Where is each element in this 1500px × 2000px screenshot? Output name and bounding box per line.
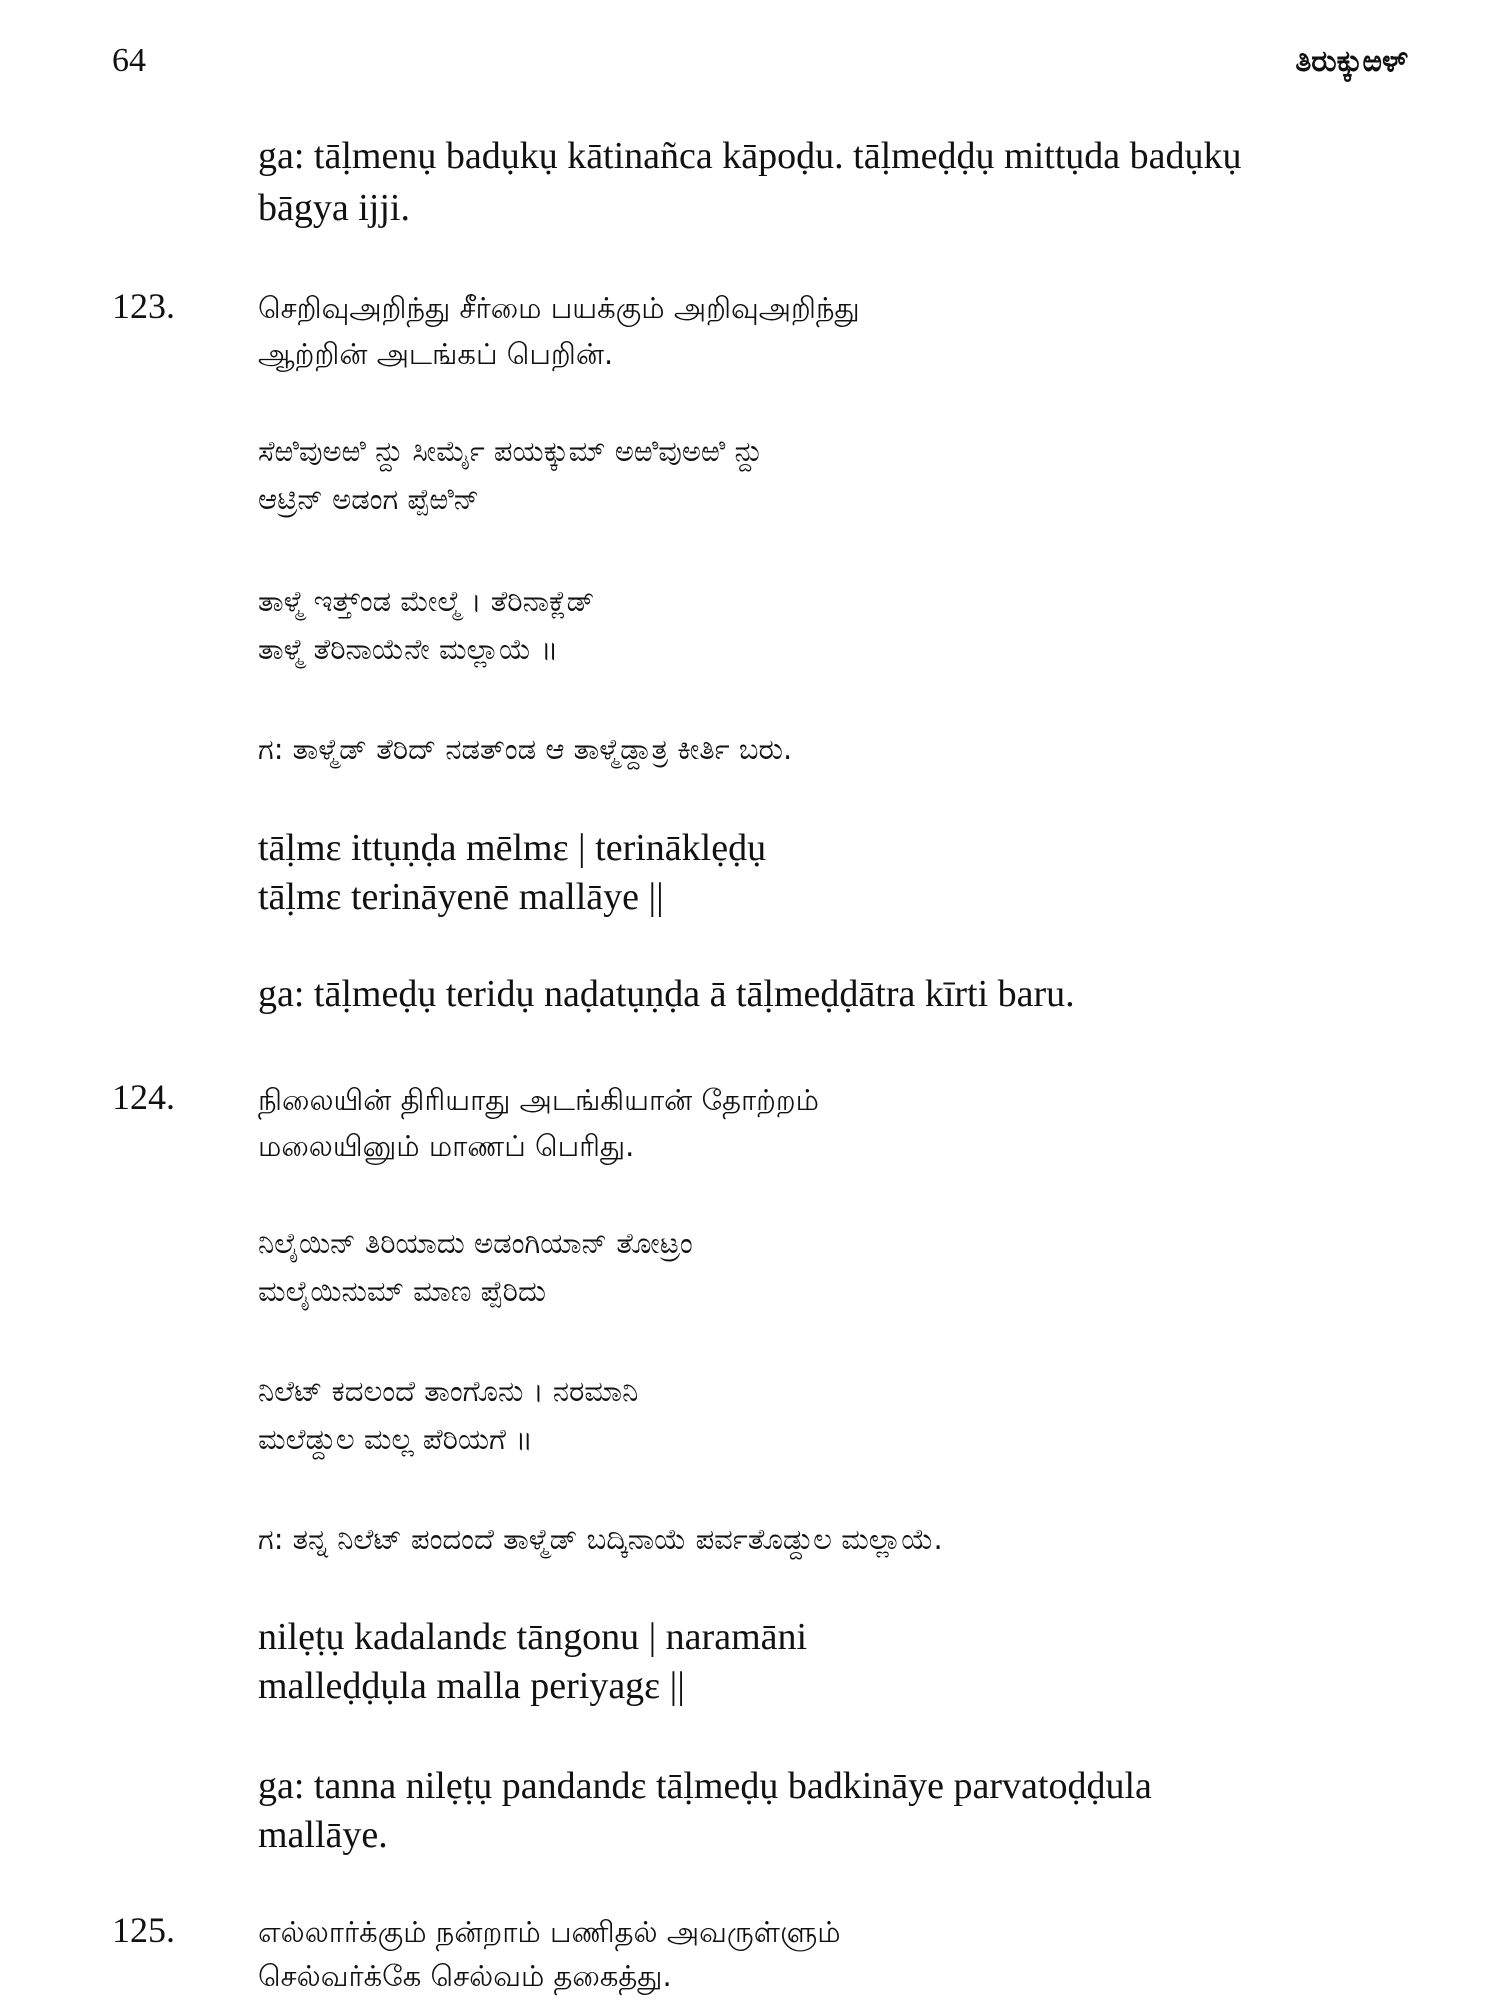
verse-124-roman-line-1: nilẹṭụ kadalandɛ tāngonu | naramāni	[258, 1616, 808, 1658]
verse-123-roman-line-2: tāḷmɛ terināyenē mallāye ||	[258, 876, 664, 918]
verse-123-roman-line-1: tāḷmɛ ittụṇḍa mēlmɛ | terināklẹḍụ	[258, 827, 767, 869]
verse-124-gloss-roman-line-2: mallāye.	[258, 1814, 388, 1856]
verse-number-123: 123.	[112, 286, 175, 326]
verse-124-tulu-line-2: ಮಲೆಡ್ದುಲ ಮಲ್ಲ ಪೆರಿಯಗೆ ॥	[258, 1422, 533, 1456]
intro-gloss-line-1: ga: tāḷmenụ badụkụ kātinañca kāpoḍu. tāḷmeḍḍụ mittụda badụkụ	[258, 135, 1242, 177]
verse-124-roman-line-2: malleḍḍụla malla periyagɛ ||	[258, 1665, 685, 1707]
intro-gloss-line-2: bāgya ijji.	[258, 187, 410, 229]
verse-number-125: 125.	[112, 1910, 175, 1950]
verse-123-tulu-line-2: ತಾಳ್ಮೆ ತೆರಿನಾಯೆನೇ ಮಲ್ಲಾಯೆ ॥	[258, 632, 559, 666]
verse-125-tamil-line-1: எல்லார்க்கும் நன்றாம் பணிதல் அவருள்ளும்	[258, 1915, 841, 1949]
verse-123-gloss-kannada: ಗ: ತಾಳ್ಮೆಡ್ ತೆರಿದ್ ನಡತ್‌ಂಡ ಆ ತಾಳ್ಮೆಡ್ದಾತ್ರ ಕೀರ್ತಿ ಬರು.	[258, 732, 793, 766]
verse-124-tamil-line-2: மலையினும் மாணப் பெரிது.	[258, 1129, 635, 1163]
verse-125-tamil-line-2: செல்வர்க்கே செல்வம் தகைத்து.	[258, 1959, 672, 1993]
verse-124-tulu-line-1: ನಿಲೆಟ್ ಕದಲಂದೆ ತಾಂಗೊನು । ನರಮಾನಿ	[258, 1374, 639, 1408]
running-header-title: ತಿರುಕ್ಕುಱಳ್	[1295, 44, 1408, 79]
verse-124-kannada-translit-line-2: ಮಲೈಯಿನುಮ್ ಮಾಣ ಪ್ಪೆರಿದು	[258, 1274, 546, 1308]
verse-123-kannada-translit-line-1: ಸೆಱಿವುಅಱಿ ನ್ದು ಸೀರ್ಮೈ ಪಯಕ್ಕುಮ್ ಅಱಿವುಅಱಿ ನ್ದು	[258, 434, 763, 468]
verse-123-gloss-roman: ga: tāḷmeḍụ teridụ naḍatụṇḍa ā tāḷmeḍḍātra kīrti baru.	[258, 973, 1075, 1015]
page-number: 64	[112, 42, 146, 79]
verse-123-tamil-line-1: செறிவுஅறிந்து சீர்மை பயக்கும் அறிவுஅறிந்து	[258, 291, 860, 325]
verse-123-tulu-line-1: ತಾಳ್ಮೆ ಇತ್ತ್‌ಂಡ ಮೇಲ್ಮೆ । ತೆರಿನಾಕ್ಲೆಡ್	[258, 584, 595, 618]
verse-123-tamil-line-2: ஆற்றின் அடங்கப் பெறின்.	[258, 337, 614, 371]
verse-124-tamil-line-1: நிலையின் திரியாது அடங்கியான் தோற்றம்	[258, 1083, 819, 1117]
verse-124-gloss-kannada: ಗ: ತನ್ನ ನಿಲೆಟ್ ಪಂದಂದೆ ತಾಳ್ಮೆಡ್ ಬದ್ಕಿನಾಯೆ ಪರ್ವತೊಡ್ದುಲ ಮಲ್ಲಾಯೆ.	[258, 1522, 943, 1556]
verse-number-124: 124.	[112, 1077, 175, 1117]
verse-123-kannada-translit-line-2: ಆಟ್ರಿನ್ ಅಡಂಗ ಪ್ಪೆಱಿನ್	[258, 482, 480, 516]
verse-124-gloss-roman-line-1: ga: tanna nilẹṭụ pandandɛ tāḷmeḍụ badkināye parvatoḍḍula	[258, 1765, 1152, 1807]
verse-124-kannada-translit-line-1: ನಿಲೈಯಿನ್ ತಿರಿಯಾದು ಅಡಂಗಿಯಾನ್ ತೋಟ್ರಂ	[258, 1226, 693, 1260]
